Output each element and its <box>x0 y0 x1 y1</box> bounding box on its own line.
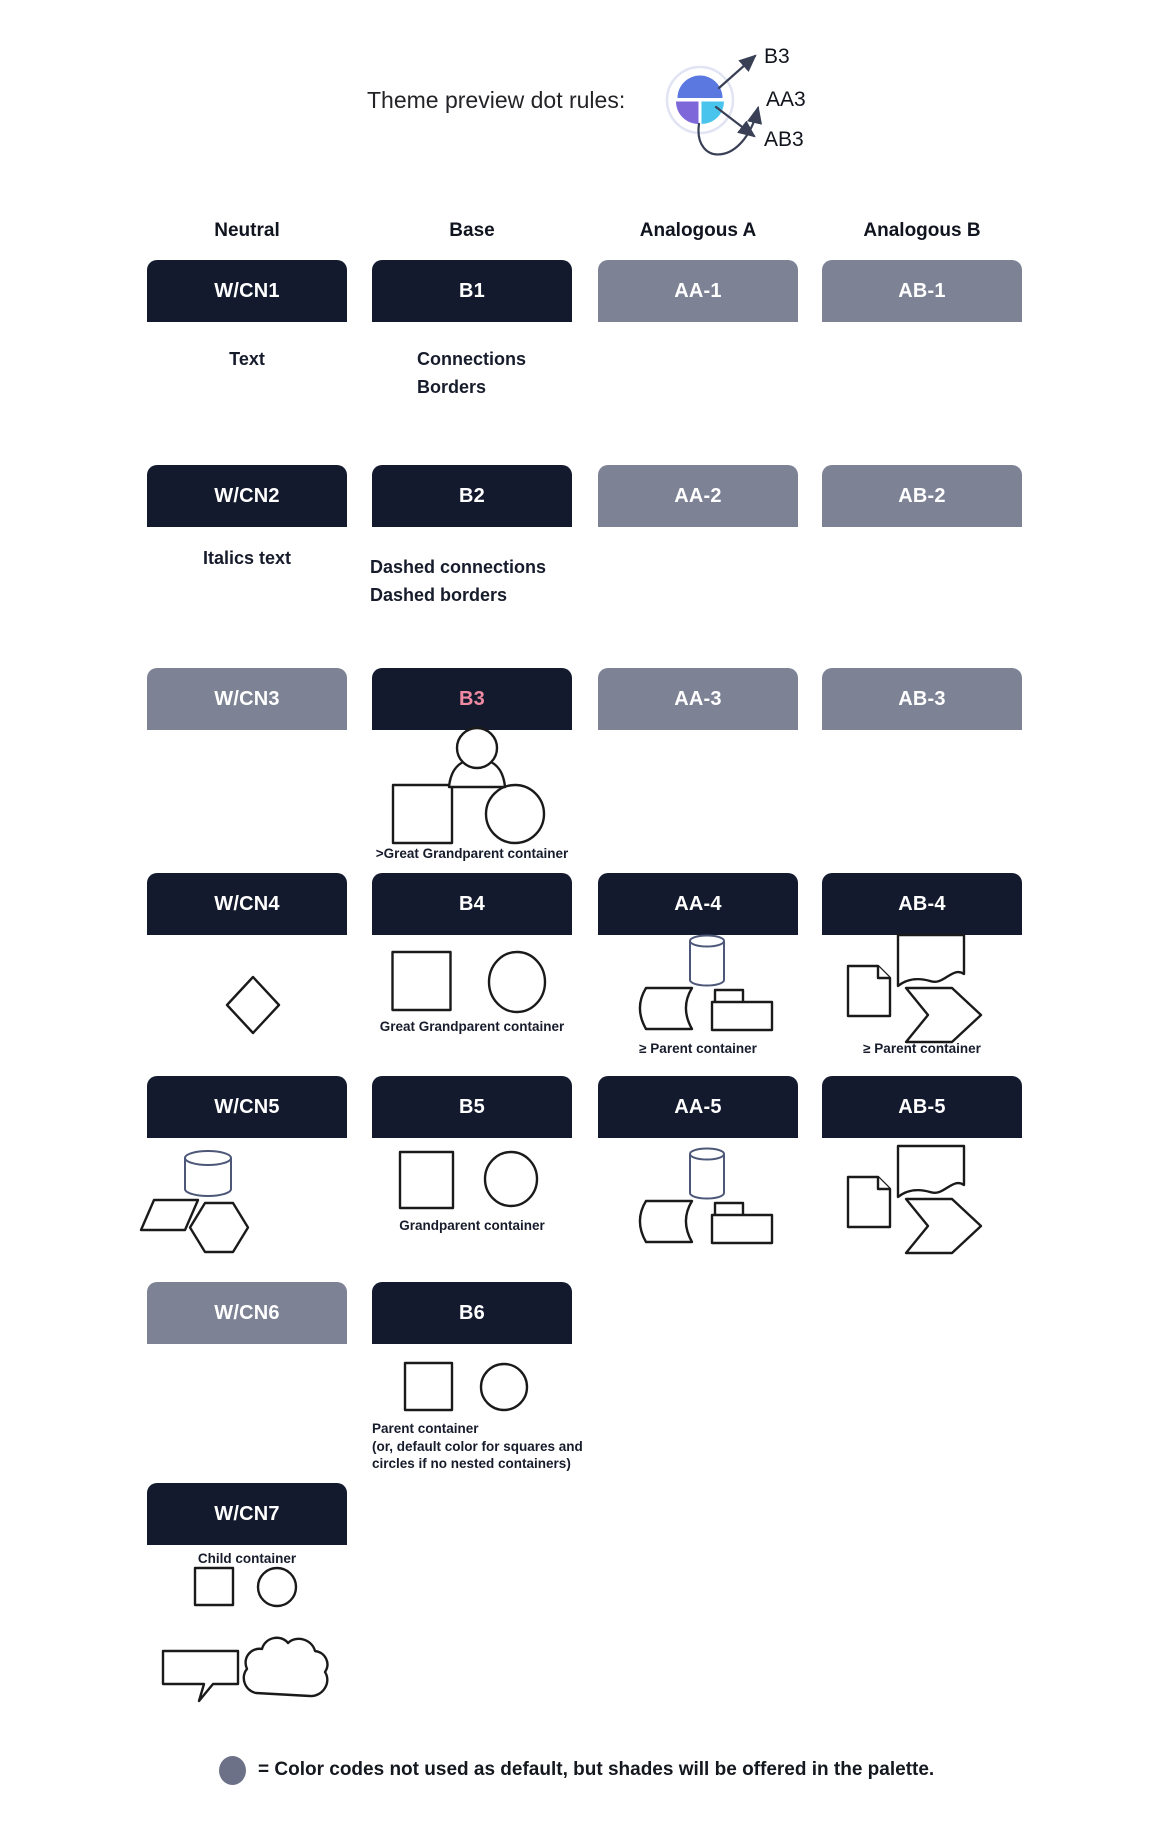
dot-rule-label-aa3: AA3 <box>766 88 806 111</box>
swatch-wcn4: W/CN4 <box>147 873 347 935</box>
square-shape <box>393 952 451 1010</box>
square-shape <box>405 1363 452 1410</box>
aa5-shape-cluster <box>630 1141 780 1253</box>
parallelogram-icon <box>141 1200 198 1230</box>
page-title: Theme preview dot rules: <box>367 87 626 113</box>
b3-shape-cluster <box>378 726 593 850</box>
caption-ab4: ≥ Parent container <box>863 1041 981 1056</box>
swatch-ab2: AB-2 <box>822 465 1022 527</box>
speech-bubble-icon <box>163 1651 238 1701</box>
swatch-b4: B4 <box>372 873 572 935</box>
swatch-ab1: AB-1 <box>822 260 1022 322</box>
column-header-analogous-a: Analogous A <box>639 220 757 241</box>
person-head-icon <box>457 728 497 768</box>
chevron-banner-icon <box>906 1199 981 1253</box>
swatch-aa5: AA-5 <box>598 1076 798 1138</box>
diamond-icon <box>227 977 279 1033</box>
caption-b1 <box>417 345 526 401</box>
square-shape <box>393 785 452 843</box>
caption-wcn7: Child container <box>197 1551 297 1566</box>
document-wave-icon <box>898 935 964 986</box>
circle-shape <box>486 785 544 843</box>
cylinder-top-icon <box>690 936 724 947</box>
wcn7-shape-cluster <box>160 1565 340 1710</box>
swatch-ab3: AB-3 <box>822 668 1022 730</box>
swatch-aa4: AA-4 <box>598 873 798 935</box>
caption-b6-line1: Parent container <box>372 1421 479 1436</box>
caption-b2-line1: Dashed connections <box>370 557 547 577</box>
caption-b6 <box>372 1420 612 1473</box>
b4-shape-cluster <box>391 950 551 1016</box>
b5-shape-cluster <box>398 1151 548 1211</box>
swatch-b2: B2 <box>372 465 572 527</box>
wcn4-shape-cluster <box>226 976 280 1034</box>
caption-b4: Great Grandparent container <box>379 1019 565 1034</box>
swatch-b3 <box>372 668 572 730</box>
cylinder-icon <box>690 941 724 986</box>
b6-shape-cluster <box>400 1362 535 1412</box>
caption-b2-line2: Dashed borders <box>370 585 508 605</box>
swatch-aa2: AA-2 <box>598 465 798 527</box>
column-header-base: Base <box>449 220 495 241</box>
circle-shape <box>485 1152 537 1206</box>
cloud-icon <box>244 1638 328 1696</box>
circle-shape <box>489 952 545 1012</box>
swatch-wcn2: W/CN2 <box>147 465 347 527</box>
circle-shape <box>258 1568 296 1606</box>
cylinder-top-icon <box>185 1151 231 1165</box>
swatch-wcn1: W/CN1 <box>147 260 347 322</box>
swatch-wcn5: W/CN5 <box>147 1076 347 1138</box>
caption-b1-line2: Borders <box>417 377 487 397</box>
swatch-b1: B1 <box>372 260 572 322</box>
dot-rule-label-ab3: AB3 <box>764 128 804 151</box>
caption-b3: >Great Grandparent container <box>375 846 569 861</box>
dot-rule-label-b3: B3 <box>764 45 790 68</box>
swatch-wcn6: W/CN6 <box>147 1282 347 1344</box>
caption-b6-line2: (or, default color for squares and <box>372 1438 583 1454</box>
caption-aa4: ≥ Parent container <box>639 1041 757 1056</box>
swatch-wcn7: W/CN7 <box>147 1483 347 1545</box>
chevron-banner-icon <box>906 988 981 1042</box>
curved-panel-icon <box>640 1201 692 1242</box>
hexagon-icon <box>190 1203 248 1252</box>
aa4-shape-cluster <box>630 928 780 1040</box>
footer-legend-dot <box>219 1756 246 1785</box>
ab5-shape-cluster <box>840 1139 1000 1255</box>
cylinder-top-icon <box>690 1149 724 1160</box>
circle-shape <box>481 1364 527 1410</box>
swatch-b5: B5 <box>372 1076 572 1138</box>
square-shape <box>400 1152 453 1208</box>
arrow-to-b3 <box>719 56 755 88</box>
column-header-neutral: Neutral <box>214 220 280 241</box>
swatch-b3-label: B3 <box>459 688 485 710</box>
document-fold-line <box>878 966 890 978</box>
swatch-b6: B6 <box>372 1282 572 1344</box>
caption-b1-line1: Connections <box>417 349 527 369</box>
caption-wcn1: Text <box>229 349 265 369</box>
ab4-shape-cluster <box>840 928 1000 1044</box>
column-header-analogous-b: Analogous B <box>863 220 981 241</box>
swatch-ab4: AB-4 <box>822 873 1022 935</box>
caption-b2 <box>370 553 546 609</box>
window-body-icon <box>712 1002 772 1030</box>
caption-b5: Grandparent container <box>399 1218 545 1233</box>
curved-panel-icon <box>640 988 692 1029</box>
swatch-ab5: AB-5 <box>822 1076 1022 1138</box>
wcn5-shape-cluster <box>130 1145 260 1257</box>
cylinder-icon <box>690 1154 724 1199</box>
document-wave-icon <box>898 1146 964 1197</box>
swatch-wcn3: W/CN3 <box>147 668 347 730</box>
window-body-icon <box>712 1215 772 1243</box>
caption-wcn2: Italics text <box>202 548 292 568</box>
caption-b6-line3: circles if no nested containers) <box>372 1456 571 1471</box>
swatch-aa1: AA-1 <box>598 260 798 322</box>
swatch-aa3: AA-3 <box>598 668 798 730</box>
square-shape <box>195 1568 233 1605</box>
footer-legend-text: = Color codes not used as default, but shades will be offered in the palette. <box>258 1759 935 1780</box>
